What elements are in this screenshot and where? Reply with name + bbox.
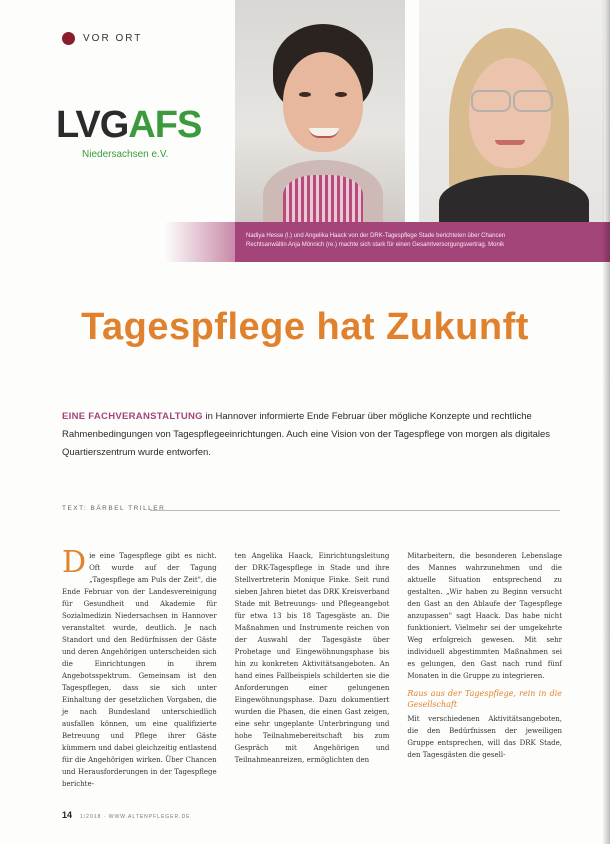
logo-subtitle: Niedersachsen e.V.: [82, 149, 169, 160]
article-column-3: Mitarbeitern, die besonderen Lebenslage des Mannes wahrzunehmen und die aktuelle Situation entsprechend zu gestalten. „Wir haben zu Beginn versucht den Gast an den Ablaufe der Tagespflege anzupassen" sagt Haack. Das habe nicht funktioniert. Vielmehr sei der umgekehrte Weg erfolgreich gewesen. Mit sehr individuell abgestimmten Maßnahmen sei es gelungen, den Gast nach rund fünf Monaten in die Gruppe zu integrieren. Raus aus der Tagespflege, rein in die Gesellschaft Mit verschiedenen Aktivitätsangeboten, die den Bedürfnissen der jeweiligen Gruppe entsprechen, will das DRK Stade, den Tagesgästen die gesell-: [407, 552, 563, 759]
article-subhead: Raus aus der Tagespflege, rein in die Gesellschaft: [407, 689, 563, 709]
logo-mark: LVGAFS: [56, 104, 202, 146]
article-column-2: ten Angelika Haack, Einrichtungsleitung der DRK-Tagespflege in Stade und ihre Stellvertreterin Monique Finke. Seit rund sieben Jahren bietet das DRK Kreisverband Stade mit Betreuungs- und Pflegeangebot für etwa 13 bis 18 Tagesgäste an. Die Maßnahmen und Instrumente reichen von der Auswahl der Tagesgäste über Probetage und Eingewöhnungsphase bis hin zu konkreten Aktivitätsangeboten. An hand eines Fallbeispiels schilderten sie die Anforderungen einer gelungenen Eingewöhnungsphase. Dazu dokumentiert wurden die Phasen, die einen Gast zeigen, eine sehr ungeplante Unterbringung und hohe Teilnahmebereitschaft bis zum Gespräch mit Angehörigen und Teilnahmeanreizen, ermöglichten den: [234, 552, 390, 764]
page-folio: [62, 810, 190, 820]
section-dot-icon: [62, 32, 75, 45]
section-label: VOR ORT: [83, 33, 143, 44]
article-column-1: Die eine Tagespflege gibt es nicht. Oft wurde auf der Tagung „Tagespflege am Puls der Zeit", die Ende Februar von der Landesvereinigung für Gesundheit und Akademie für Sozialmedizin Niedersachsen in Hannover veranstaltet wurde, deutlich. Je nach Standort und den Bedürfnissen der Gäste und deren Angehörigen unterscheiden sich die Einrichtungen in ihrem Angebotsspektrum. Gemeinsam ist den Tagespflegen, dass sie sich unter Einhaltung der gesetzlichen Vorgaben, die je nach Bundesland unterschiedlich ausfallen können, um eine qualifizierte Betreuung und Pflege ihrer Gäste kümmern und dabei gleichzeitig entlastend für die Angehörigen wirken. Über Chancen und Herausforderungen in der Tagespflege berichte-: [62, 545, 217, 788]
byline: TEXT: BÄRBEL TRILLER: [62, 505, 166, 512]
photo-caption: Nadiya Hesse (l.) und Angelika Haack von der DRK-Tagespflege Stade berichteten über Chancen Rechtsanwältin Anja Mönnich (re.) machte sich stark für einen Gesamtversorgungsvertrag. Monik: [246, 233, 506, 248]
lvg-afs-logo: [56, 105, 236, 165]
lead-text: in Hannover informierte Ende Februar über mögliche Konzepte und rechtliche Rahmenbedingungen von Tagespflegeeinrichtungen. Auch eine Vision von der Tagespflege von morgen als digitales Quartierszentrum wurde entworfen.: [62, 411, 551, 458]
article-columns: [62, 545, 563, 790]
page-edge-shadow: [602, 0, 610, 844]
page-number: 14: [62, 810, 73, 820]
section-tag: [62, 32, 142, 45]
drop-cap: D: [62, 545, 87, 580]
caption-band-fade: [0, 222, 235, 262]
lead-kicker: EINE FACHVERANSTALTUNG: [62, 411, 203, 422]
portrait-photo-right: [419, 0, 604, 222]
portrait-photo-left: [235, 0, 405, 222]
article-headline: Tagespflege hat Zukunft: [81, 306, 529, 348]
byline-rule: [150, 510, 560, 511]
issue-info: 1/2018 · WWW.ALTENPFLEGER.DE: [80, 814, 191, 820]
article-lead: [62, 408, 562, 462]
